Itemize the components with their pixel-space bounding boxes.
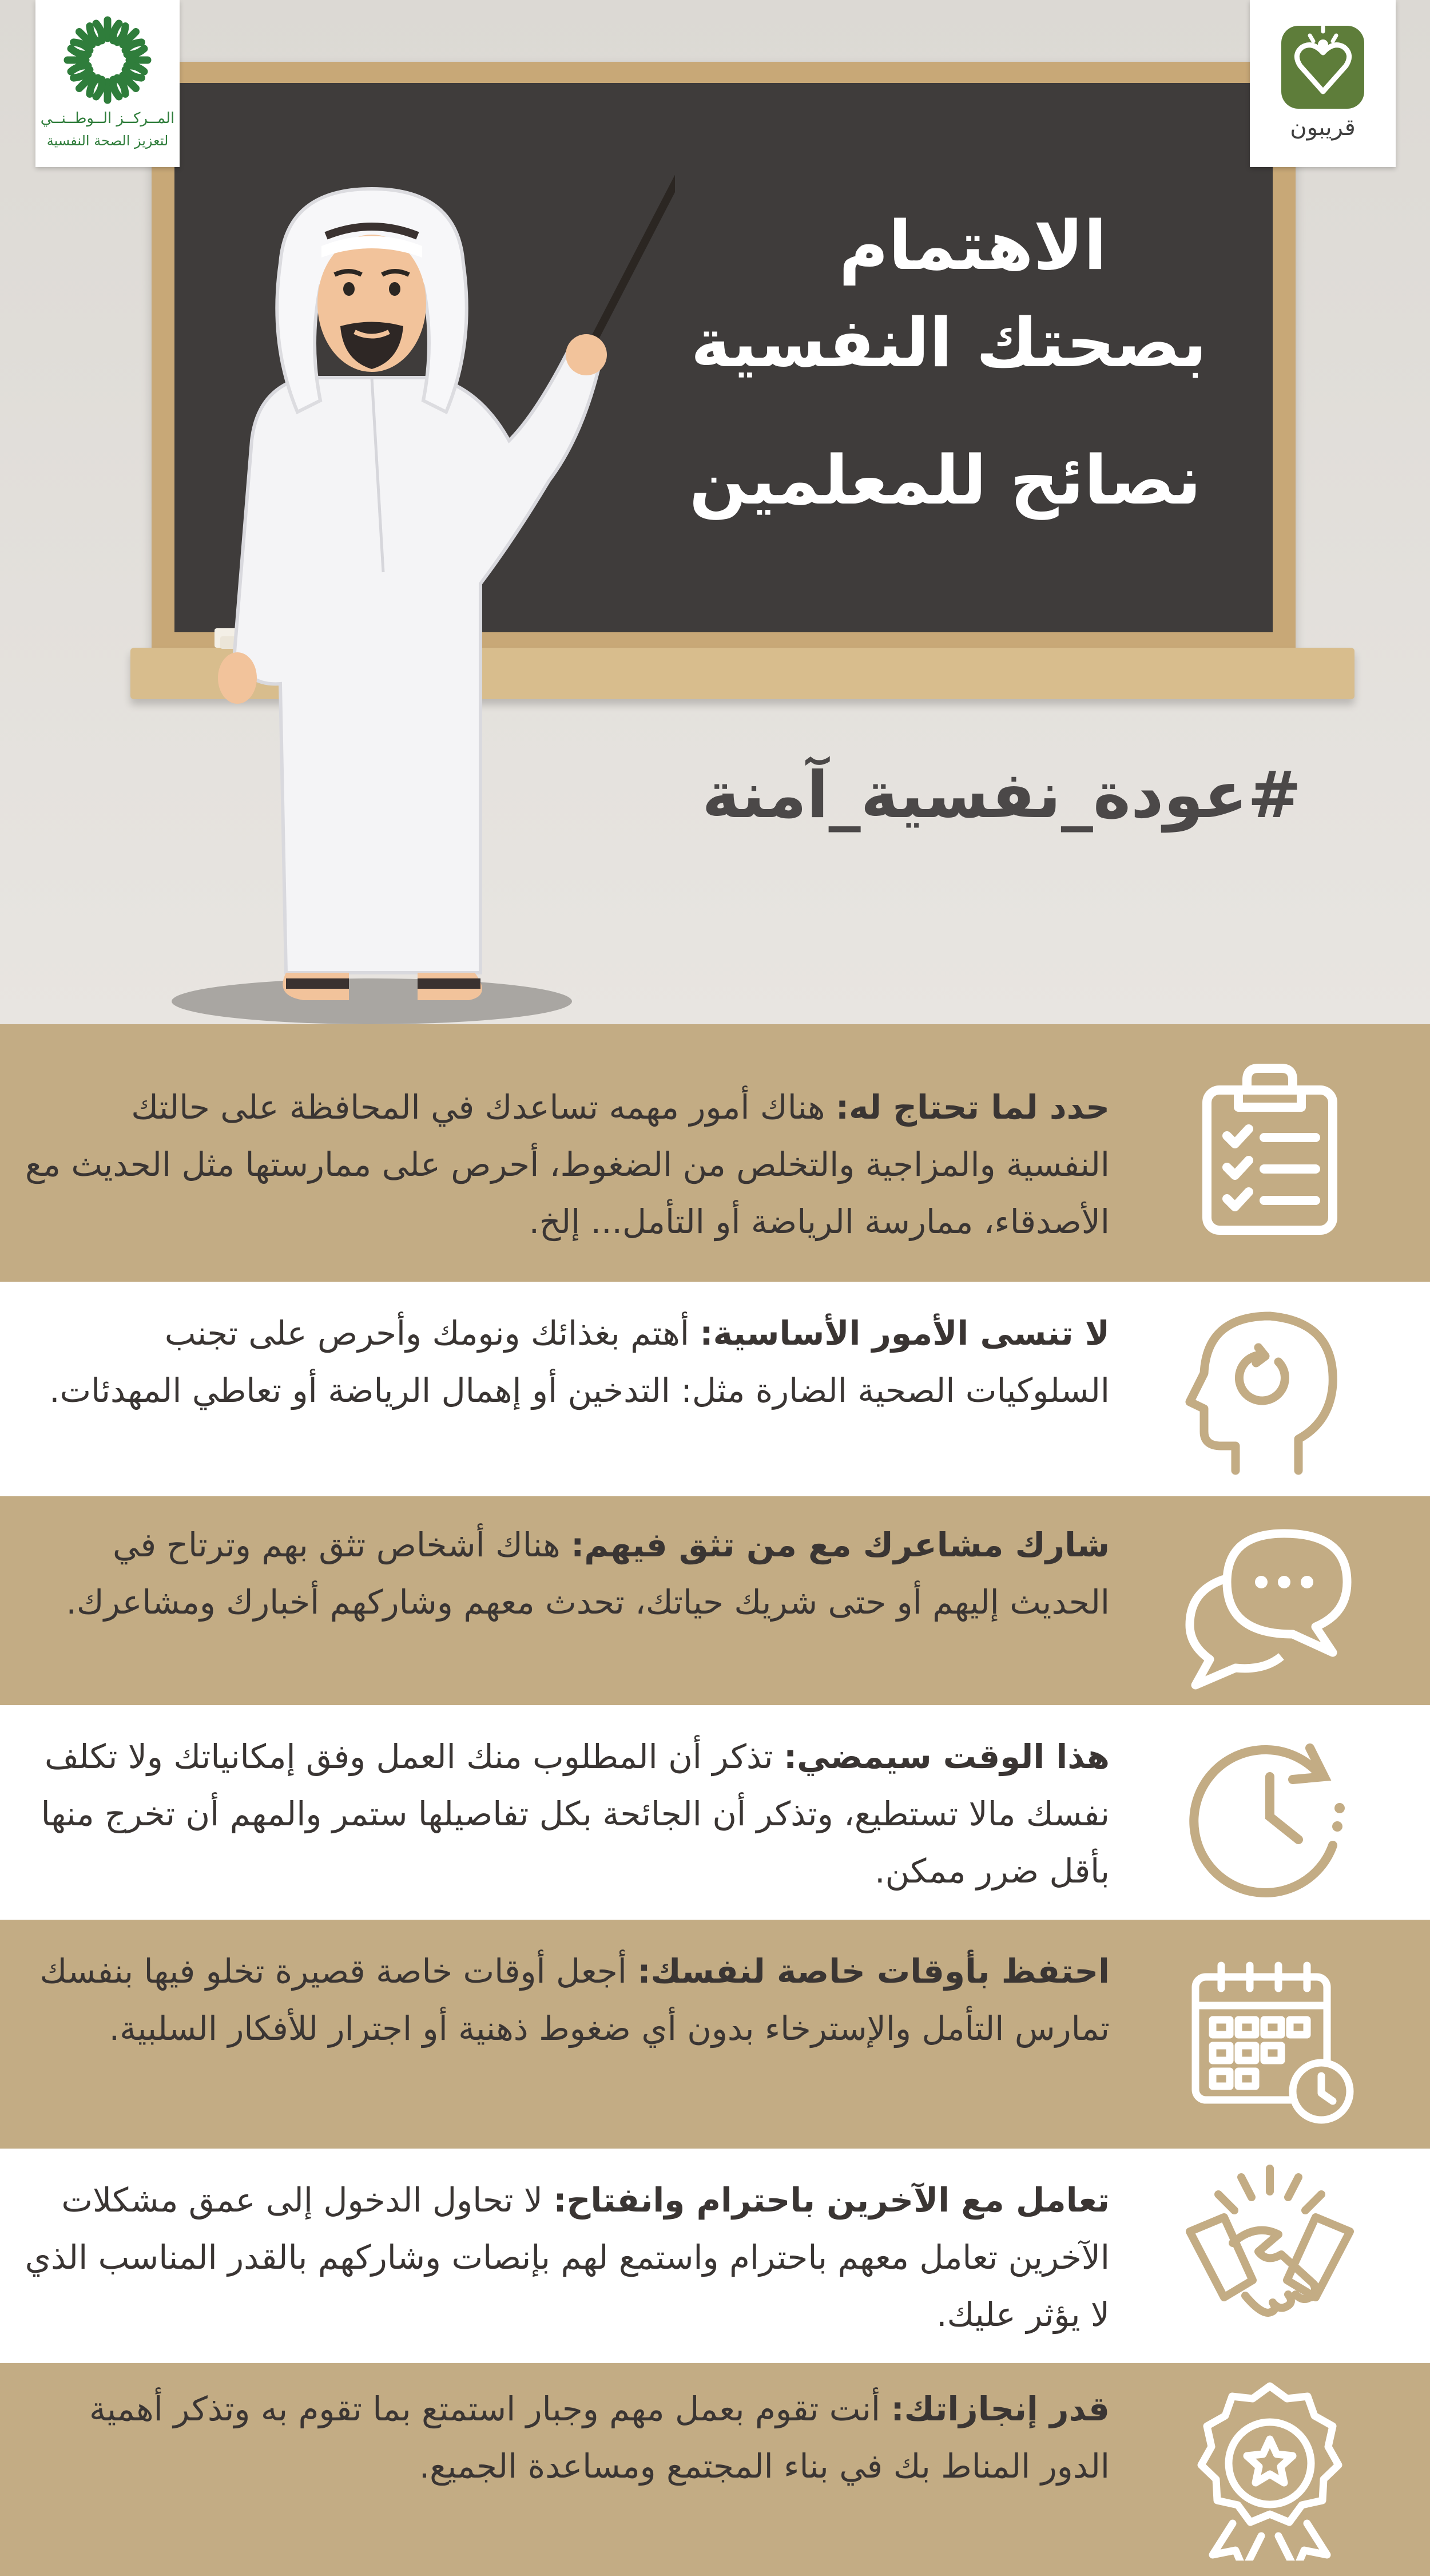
qariboon-logo (1250, 0, 1396, 167)
clock-icon (1178, 1722, 1361, 1905)
tip-row (0, 1282, 1430, 1496)
tip-row (0, 2363, 1430, 2576)
handshake-icon (1178, 2163, 1361, 2346)
head-refresh-icon (1178, 1299, 1361, 1482)
title-line-1: الاهتمام (839, 206, 1107, 285)
chat-bubbles-icon (1178, 1511, 1361, 1694)
tip-body: أنت تقوم بعمل مهم وجبار استمتع بما تقوم به وتذكر أهمية الدور المناط بك في بناء المجتمع ومساعدة الجميع. (89, 2389, 1110, 2486)
tip-row (0, 1024, 1430, 1282)
hashtag: #عودة_نفسية_آمنة (702, 758, 1301, 833)
tip-body: هناك أشخاص تثق بهم وترتاح في الحديث إليهم أو حتى شريك حياتك، تحدث معهم وشاركهم أخبارك ومشاعرك. (66, 1525, 1110, 1622)
calendar-clock-icon (1178, 1945, 1361, 2129)
tip-text (23, 1079, 1110, 1250)
ncmh-emblem-icon (35, 0, 180, 109)
tip-text (23, 2380, 1110, 2495)
tip-text (23, 1305, 1110, 1419)
tip-body: لا تحاول الدخول إلى عمق مشكلات الآخرين تعامل معهم باحترام واستمع لهم بإنصات وشاركهم بالقدر المناسب الذي لا يؤثر عليك. (25, 2181, 1110, 2334)
title-line-2: بصحتك النفسية (690, 303, 1207, 382)
ncmh-logo-line1: المــركــز الــوطــنــي (40, 110, 175, 127)
clipboard-checklist-icon (1178, 1059, 1361, 1242)
tip-row (0, 1920, 1430, 2149)
tip-heading: شارك مشاعرك مع من تثق فيهم: (571, 1525, 1110, 1564)
tip-text (23, 2171, 1110, 2343)
tip-row (0, 1496, 1430, 1705)
tip-body: أجعل أوقات خاصة قصيرة تخلو فيها بنفسك تمارس التأمل والإسترخاء بدون أي ضغوط ذهنية أو اجترار للأفكار السلبية. (39, 1952, 1110, 2048)
tip-text (23, 1728, 1110, 1900)
ncmh-logo (35, 0, 180, 167)
tip-heading: احتفظ بأوقات خاصة لنفسك: (637, 1952, 1110, 1991)
tip-heading: تعامل مع الآخرين باحترام وانفتاح: (553, 2181, 1110, 2220)
teacher-illustration (114, 172, 675, 1024)
tips-list (0, 1024, 1430, 2576)
qariboon-label: قريبون (1290, 114, 1356, 141)
tip-text (23, 1943, 1110, 2057)
tip-heading: قدر إنجازاتك: (891, 2389, 1110, 2428)
hero-section (0, 0, 1430, 1024)
tip-body: أهتم بغذائك ونومك وأحرص على تجنب السلوكيات الصحية الضارة مثل: التدخين أو إهمال الرياضة أو تعاطي المهدئات. (49, 1314, 1110, 1410)
award-badge-icon (1178, 2377, 1361, 2561)
tip-body: تذكر أن المطلوب منك العمل وفق إمكانياتك ولا تكلف نفسك مالا تستطيع، وتذكر أن الجائحة بكل تفاصيلها ستمر والمهم أن تخرج منها بأقل ضرر ممكن. (41, 1737, 1110, 1891)
tip-heading: حدد لما تحتاج له: (835, 1088, 1110, 1127)
tip-row (0, 1705, 1430, 1920)
tip-heading: هذا الوقت سيمضي: (783, 1737, 1110, 1776)
ncmh-logo-line2: لتعزيز الصحة النفسية (46, 133, 169, 149)
tip-text (23, 1516, 1110, 1631)
qariboon-heart-icon (1250, 0, 1396, 114)
tip-body: هناك أمور مهمه تساعدك في المحافظة على حالتك النفسية والمزاجية والتخلص من الضغوط، أحرص على ممارستها مثل الحديث مع الأصدقاء، ممارسة الرياضة أو التأمل... إلخ. (25, 1088, 1110, 1241)
tip-heading: لا تنسى الأمور الأساسية: (700, 1314, 1110, 1353)
tip-row (0, 2149, 1430, 2363)
title-line-3: نصائح للمعلمين (689, 441, 1201, 520)
